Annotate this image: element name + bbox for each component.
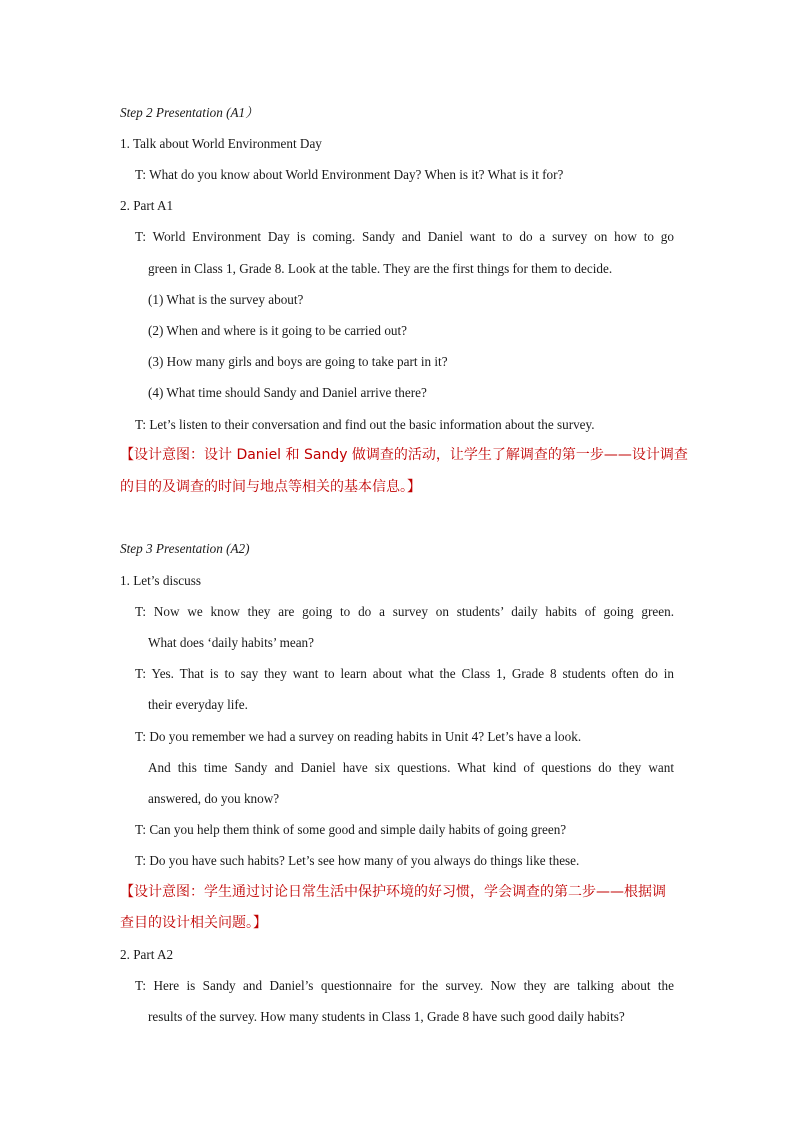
survey-question-4: (4) What time should Sandy and Daniel arrive there?: [148, 385, 427, 400]
step2-item2-intro-line2: green in Class 1, Grade 8. Look at the table. They are the first things for them to decide.: [148, 261, 613, 276]
step2-item2-listen: T: Let’s listen to their conversation and find out the basic information about the survey.: [135, 417, 595, 432]
survey-question-2: (2) When and where is it going to be carried out?: [148, 323, 408, 338]
step2-item2-intro-line1: T: World Environment Day is coming. Sandy and Daniel want to do a survey on how to go: [135, 229, 674, 244]
step3-item2-p1-line2: results of the survey. How many students in Class 1, Grade 8 have such good daily habits?: [148, 1009, 625, 1024]
step3-item1-p1-line2: What does ‘daily habits’ mean?: [148, 635, 315, 650]
step3-item1-p3-line1: T: Do you remember we had a survey on reading habits in Unit 4? Let’s have a look.: [135, 729, 582, 744]
step3-item2-title: 2. Part A2: [120, 947, 174, 962]
step2-item1-question: T: What do you know about World Environment Day? When is it? What is it for?: [135, 167, 564, 182]
step3-item1-p2-line1: T: Yes. That is to say they want to learn about what the Class 1, Grade 8 students often do in: [135, 666, 674, 681]
step3-heading: Step 3 Presentation (A2): [120, 541, 250, 556]
survey-question-1: (1) What is the survey about?: [148, 292, 304, 307]
step2-item1-title: 1. Talk about World Environment Day: [120, 136, 322, 151]
step3-item1-p2-line2: their everyday life.: [148, 697, 248, 712]
step3-design-note-line1: 【设计意图：学生通过讨论日常生活中保护环境的好习惯，学会调查的第二步——根据调: [120, 884, 666, 900]
survey-question-3: (3) How many girls and boys are going to take part in it?: [148, 354, 448, 369]
step3-item2-p1-line1: T: Here is Sandy and Daniel’s questionnaire for the survey. Now they are talking about the: [135, 978, 674, 993]
step3-item1-p4: T: Can you help them think of some good and simple daily habits of going green?: [135, 822, 567, 837]
step3-item1-p3-line3: answered, do you know?: [148, 791, 280, 806]
step3-item1-p5: T: Do you have such habits? Let’s see how many of you always do things like these.: [135, 853, 580, 868]
step2-heading: Step 2 Presentation (A1）: [120, 105, 259, 120]
step3-item1-title: 1. Let’s discuss: [120, 573, 201, 588]
step2-design-note-line1: 【设计意图：设计 Daniel 和 Sandy 做调查的活动，让学生了解调查的第一步——设计调查: [120, 447, 688, 463]
step3-design-note-line2: 查目的设计相关问题。】: [120, 915, 267, 931]
step3-item1-p1-line1: T: Now we know they are going to do a survey on students’ daily habits of going green.: [135, 604, 674, 619]
step2-design-note-line2: 的目的及调查的时间与地点等相关的基本信息。】: [120, 479, 421, 495]
step2-item2-title: 2. Part A1: [120, 198, 174, 213]
step3-item1-p3-line2: And this time Sandy and Daniel have six questions. What kind of questions do they want: [148, 760, 674, 775]
